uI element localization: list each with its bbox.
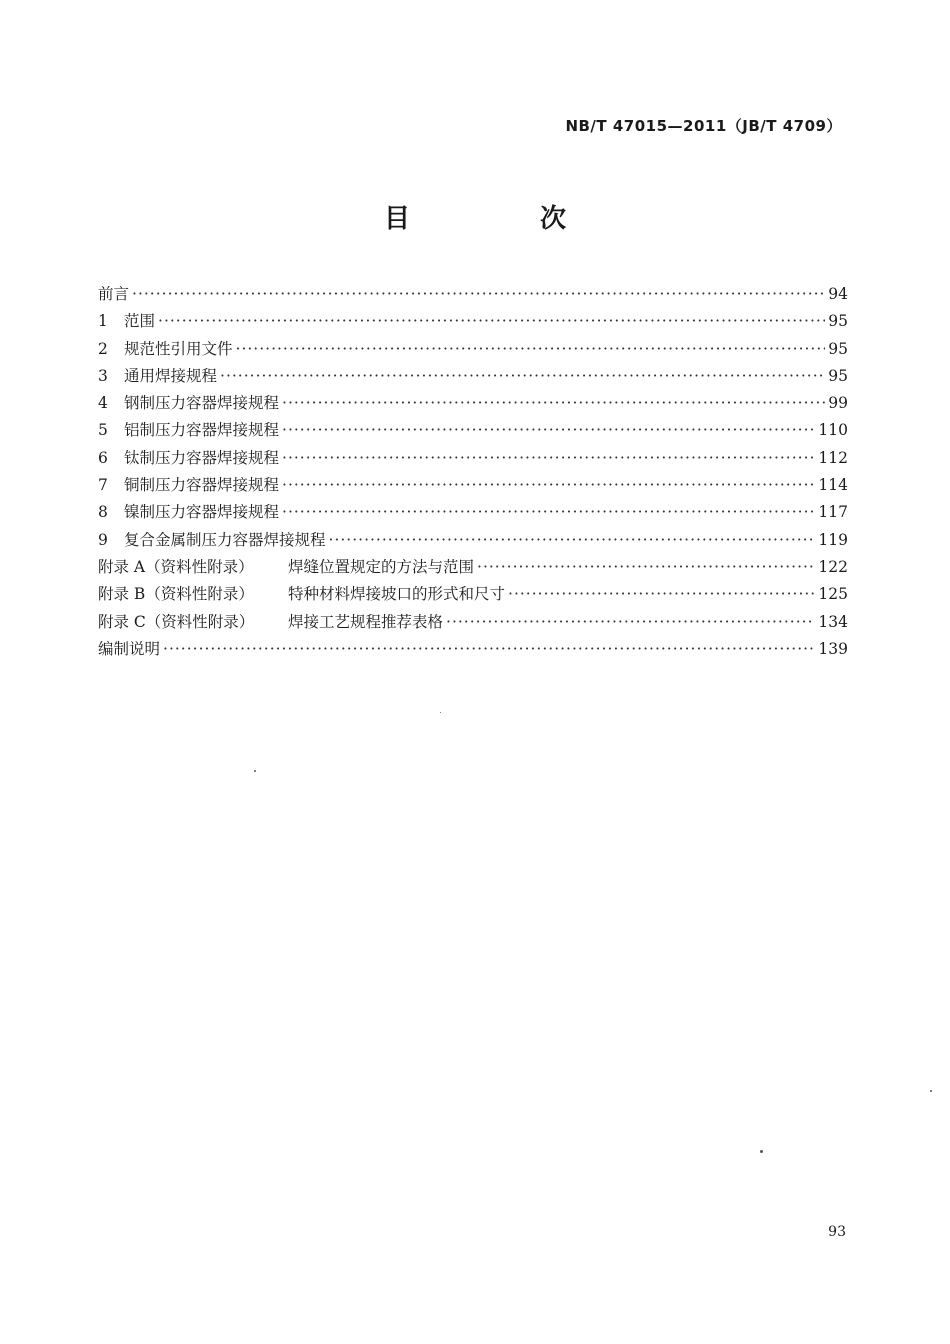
scan-speck — [440, 712, 441, 713]
dot-leader — [282, 449, 815, 467]
toc-entry-label: 钢制压力容器焊接规程 — [124, 394, 280, 413]
toc-entry-number: 9 — [98, 530, 108, 549]
toc-entry-2[interactable] — [98, 337, 848, 364]
toc-appendix-prefix: 附录 C（资料性附录） — [98, 612, 255, 631]
toc-entry-label: 前言 — [98, 285, 130, 303]
toc-entry-label: 镍制压力容器焊接规程 — [124, 503, 280, 522]
toc-entry-label: 钛制压力容器焊接规程 — [124, 448, 280, 467]
dot-leader — [220, 367, 825, 385]
toc-entry-label: 范围 — [124, 312, 156, 331]
toc-entry-page: 112 — [818, 448, 848, 467]
toc-entry-number: 3 — [98, 366, 108, 385]
toc-entry-label: 规范性引用文件 — [124, 339, 233, 358]
toc-entry-6[interactable] — [98, 446, 848, 473]
toc-entry-label: 焊接工艺规程推荐表格 — [288, 612, 444, 631]
dot-leader — [282, 503, 815, 521]
scan-speck — [930, 1090, 932, 1092]
toc-entry-appendix-a[interactable] — [98, 555, 848, 582]
toc-entry-compilation-notes[interactable] — [98, 637, 848, 664]
standard-code: NB/T 47015—2011（JB/T 4709） — [565, 117, 842, 135]
dot-leader — [477, 558, 815, 576]
toc-entry-page: 122 — [818, 557, 848, 576]
toc-appendix-prefix: 附录 A（资料性附录） — [98, 557, 254, 576]
page-number: 93 — [828, 1224, 846, 1240]
toc-entry-label: 铝制压力容器焊接规程 — [124, 421, 280, 440]
toc-entry-number: 5 — [98, 421, 108, 440]
table-of-contents — [98, 282, 848, 664]
toc-entry-4[interactable] — [98, 391, 848, 418]
dot-leader — [282, 476, 815, 494]
toc-entry-5[interactable] — [98, 418, 848, 445]
toc-entry-number: 6 — [98, 448, 108, 467]
toc-entry-page: 95 — [828, 312, 848, 331]
toc-entry-label: 特种材料焊接坡口的形式和尺寸 — [288, 585, 506, 604]
toc-entry-page: 117 — [818, 503, 848, 522]
dot-leader — [282, 394, 825, 412]
toc-entry-label: 编制说明 — [98, 639, 161, 658]
toc-entry-page: 95 — [828, 366, 848, 385]
toc-entry-appendix-c[interactable] — [98, 610, 848, 637]
toc-entry-page: 139 — [818, 639, 848, 658]
dot-leader — [163, 640, 815, 658]
toc-entry-label: 复合金属制压力容器焊接规程 — [124, 530, 326, 549]
scan-speck — [254, 770, 256, 772]
toc-entry-3[interactable] — [98, 364, 848, 391]
page-title: 目 次 — [383, 204, 618, 234]
dot-leader — [158, 312, 825, 330]
dot-leader — [329, 531, 816, 549]
toc-entry-label: 通用焊接规程 — [124, 366, 218, 385]
toc-entry-9[interactable] — [98, 528, 848, 555]
toc-entry-number: 1 — [98, 312, 108, 331]
toc-entry-page: 114 — [818, 476, 848, 495]
toc-entry-7[interactable] — [98, 473, 848, 500]
toc-entry-label: 焊缝位置规定的方法与范围 — [288, 557, 475, 576]
toc-entry-number: 8 — [98, 503, 108, 522]
toc-entry-page: 99 — [828, 394, 848, 413]
dot-leader — [508, 585, 815, 603]
toc-entry-appendix-b[interactable] — [98, 582, 848, 609]
toc-entry-page: 134 — [818, 612, 848, 631]
dot-leader — [236, 340, 826, 358]
toc-entry-page: 110 — [818, 421, 848, 440]
toc-entry-page: 94 — [828, 285, 848, 303]
toc-entry-number: 7 — [98, 476, 108, 495]
dot-leader — [282, 421, 815, 439]
dot-leader — [446, 613, 815, 631]
toc-entry-number: 4 — [98, 394, 108, 413]
toc-entry-foreword[interactable] — [98, 282, 848, 309]
toc-appendix-prefix: 附录 B（资料性附录） — [98, 585, 254, 604]
toc-entry-label: 铜制压力容器焊接规程 — [124, 476, 280, 495]
toc-entry-page: 125 — [818, 585, 848, 604]
dot-leader — [132, 285, 825, 303]
scan-speck — [760, 1150, 763, 1153]
toc-entry-page: 95 — [828, 339, 848, 358]
toc-entry-1[interactable] — [98, 309, 848, 336]
toc-entry-number: 2 — [98, 339, 108, 358]
toc-entry-8[interactable] — [98, 500, 848, 527]
toc-entry-page: 119 — [818, 530, 848, 549]
